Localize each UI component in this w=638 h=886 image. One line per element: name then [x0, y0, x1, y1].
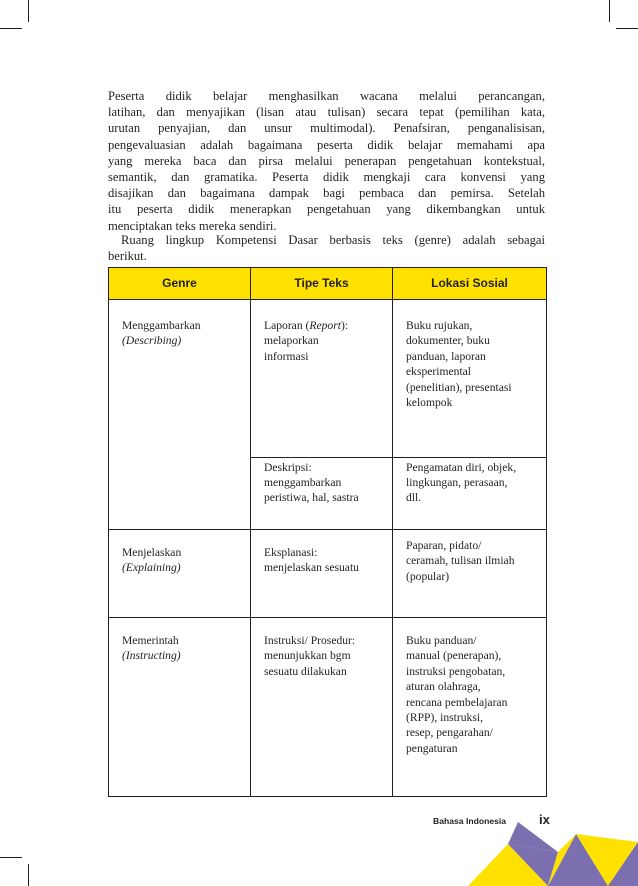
cell-text: Instruksi/ Prosedur: — [264, 634, 356, 647]
column-header-lokasi-sosial: Lokasi Sosial — [393, 268, 547, 300]
cell-text: menggambarkan — [264, 475, 342, 489]
text-line: yang mereka baca dan pirsa melalui penerapan pengetahuan kontekstual, — [108, 153, 545, 168]
crop-mark — [0, 857, 22, 858]
cell-text: kelompok — [406, 396, 453, 410]
tipe-cell — [251, 457, 393, 530]
crop-mark — [616, 28, 638, 29]
table-row — [109, 618, 547, 797]
text-line: urutan penyajian, dan unsur multimodal). Penafsiran, penganalisisan, — [108, 121, 545, 136]
cell-text: Deskripsi: — [264, 460, 312, 474]
cell-text: (penelitian), presentasi — [406, 380, 512, 394]
cell-text: Menggambarkan — [122, 319, 201, 332]
cell-text: (RPP), instruksi, — [406, 711, 483, 725]
cell-text: Instructing — [125, 649, 177, 663]
crop-mark — [28, 864, 29, 886]
tipe-cell — [251, 530, 393, 618]
table-row — [109, 530, 547, 618]
text-line: berikut. — [108, 249, 147, 264]
cell-text: rencana pembelajaran — [406, 695, 508, 709]
crop-mark — [0, 28, 22, 29]
cell-text: panduan, laporan — [406, 349, 486, 363]
genre-table — [108, 267, 547, 797]
text-line: latihan, dan menyajikan (lisan atau tulisan) secara tepat (pemilihan kata, — [108, 105, 545, 120]
genre-cell — [109, 300, 251, 458]
text-line: semantik, dan gramatika. Peserta didik mengkaji cara konvensi yang — [108, 170, 545, 185]
cell-text: sesuatu dilakukan — [264, 664, 347, 678]
cell-text: resep, pengarahan/ — [406, 726, 493, 740]
cell-text: Buku panduan/ — [406, 634, 477, 647]
genre-cell — [109, 530, 251, 618]
body-paragraph — [108, 88, 545, 234]
cell-text: Explaining — [125, 561, 177, 575]
cell-text: Memerintah — [122, 634, 179, 647]
lokasi-cell — [393, 300, 547, 458]
text-line: Peserta didik belajar menghasilkan wacana melalui perancangan, — [108, 89, 545, 103]
cell-text: instruksi pengobatan, — [406, 664, 506, 678]
cell-text: informasi — [264, 349, 309, 363]
cell-text: Pengamatan diri, objek, — [406, 460, 517, 474]
cell-text: Eksplanasi: — [264, 546, 318, 559]
tipe-cell — [251, 300, 393, 458]
genre-cell — [109, 457, 251, 530]
lokasi-cell — [393, 618, 547, 797]
crop-mark — [609, 0, 610, 22]
cell-text: ceramah, tulisan ilmiah — [406, 554, 515, 568]
cell-text: lingkungan, perasaan, — [406, 475, 508, 489]
column-header-genre: Genre — [109, 268, 251, 300]
cell-text: peristiwa, hal, sastra — [264, 491, 359, 505]
page-number: ix — [539, 812, 550, 827]
column-header-tipe-teks: Tipe Teks — [251, 268, 393, 300]
cell-text: menjelaskan sesuatu — [264, 561, 359, 575]
book-title: Bahasa Indonesia — [433, 816, 507, 826]
cell-text: dokumenter, buku — [406, 334, 490, 348]
crop-mark — [28, 0, 29, 22]
table-row — [109, 457, 547, 530]
text-line: disajikan dan bagaimana dampak bagi pembaca dan pemirsa. Setelah — [108, 186, 545, 201]
cell-text: melaporkan — [264, 334, 319, 348]
cell-text: pengaturan — [406, 741, 458, 755]
cell-text: (Instructing) — [122, 649, 181, 663]
tipe-cell — [251, 618, 393, 797]
cell-text: menunjukkan bgm — [264, 649, 351, 663]
text-line: pengevaluasian adalah bagaimana peserta didik belajar memahami apa — [108, 137, 545, 152]
cell-text: Buku rujukan, — [406, 319, 473, 332]
text-line: Ruang lingkup Kompetensi Dasar berbasis teks (genre) adalah sebagai — [121, 233, 545, 247]
table-header-row — [109, 268, 547, 300]
text-line: menciptakan teks mereka sendiri. — [108, 218, 277, 233]
table-row — [109, 300, 547, 458]
cell-text: (popular) — [406, 569, 450, 583]
cell-text: dll. — [406, 491, 422, 505]
body-paragraph — [108, 232, 545, 264]
cell-text: manual (penerapan), — [406, 649, 502, 663]
cell-text: Describing — [125, 334, 178, 348]
cell-text: Menjelaskan — [122, 546, 182, 559]
text-line: itu peserta didik menerapkan pengetahuan yang dikembangkan untuk — [108, 202, 545, 217]
lokasi-cell — [393, 530, 547, 618]
cell-text: aturan olahraga, — [406, 680, 481, 694]
cell-text: (Describing) — [122, 334, 182, 348]
cell-text: Laporan (Report): — [264, 319, 349, 332]
lokasi-cell — [393, 457, 547, 530]
genre-cell — [109, 618, 251, 797]
cell-text: eksperimental — [406, 365, 472, 379]
cell-text: (Explaining) — [122, 561, 181, 575]
cell-text: Paparan, pidato/ — [406, 539, 482, 552]
